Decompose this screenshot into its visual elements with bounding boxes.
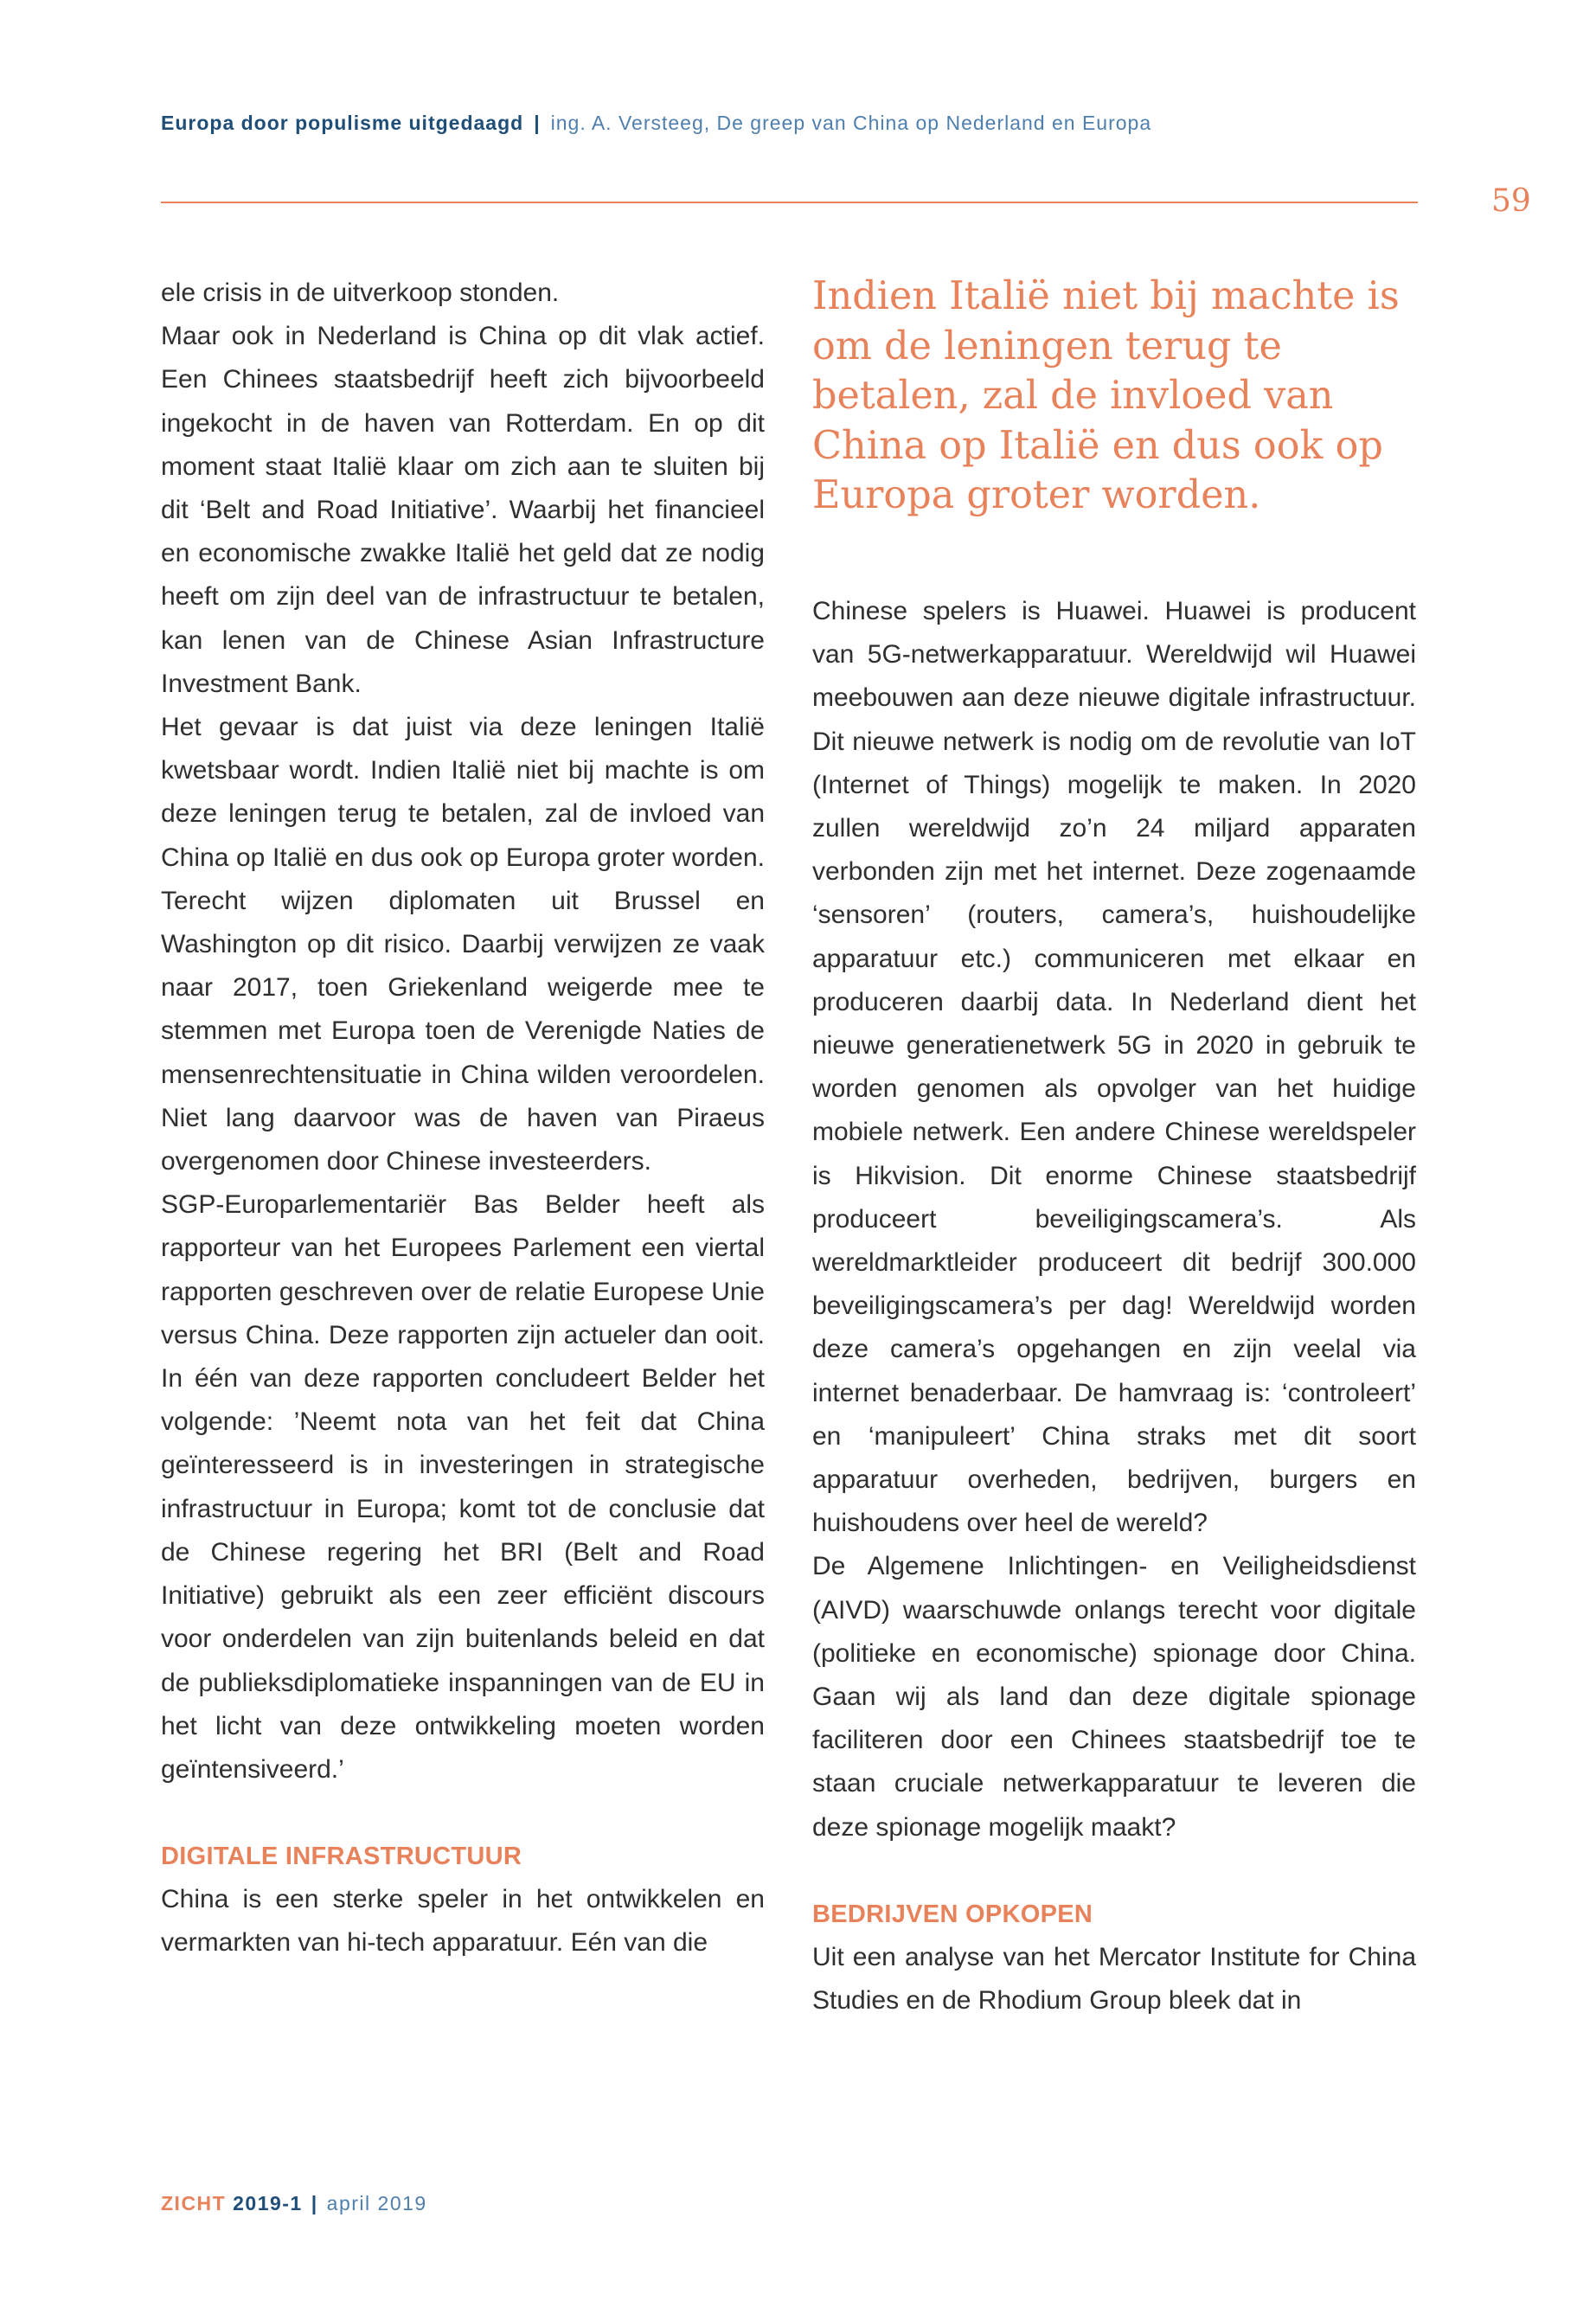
running-head bbox=[161, 112, 1151, 135]
body-paragraph: ele crisis in de uitverkoop stonden. bbox=[161, 279, 560, 307]
body-paragraph: Maar ook in Nederland is China op dit vlak actief. Een Chinees staatsbedrijf heeft zich bijvoorbeeld ingekocht in de haven van Rotterdam. En op dit moment staat Italië klaar om zich aan te sluiten bij dit ‘Belt and Road Initiative’. Waarbij het financieel en economische zwakke Italië het geld dat ze nodig heeft om zijn deel van de infrastructuur te betalen, kan lenen van de Chinese Asian Infrastructure Investment Bank. bbox=[161, 322, 765, 698]
page-number: 59 bbox=[1491, 183, 1531, 219]
header-separator: | bbox=[534, 112, 541, 134]
section-heading-bedrijven-opkopen: BEDRIJVEN OPKOPEN bbox=[812, 1900, 1093, 1928]
magazine-name: ZICHT bbox=[161, 2192, 227, 2214]
left-column bbox=[161, 272, 765, 1965]
footer bbox=[161, 2192, 427, 2215]
body-paragraph: China is een sterke speler in het ontwikkelen en vermarkten van hi-tech apparatuur. Eén van die bbox=[161, 1885, 765, 1958]
body-paragraph: Uit een analyse van het Mercator Institute for China Studies en de Rhodium Group bleek dat in bbox=[812, 1942, 1416, 2016]
issue-number: 2019-1 bbox=[233, 2192, 303, 2214]
body-paragraph: Chinese spelers is Huawei. Huawei is producent van 5G-netwerkapparatuur. Wereldwijd wil Huawei meebouwen aan deze nieuwe digitale infrastructuur. Dit nieuwe netwerk is nodig om de revolutie van IoT (Internet of Things) mogelijk te maken. In 2020 zullen wereldwijd zo’n 24 miljard apparaten verbonden zijn met het internet. Deze zogenaamde ‘sensoren’ (routers, camera’s, huishoudelijke apparatuur etc.) communiceren met elkaar en produceren daarbij data. In Nederland dient het nieuwe generatienetwerk 5G in 2020 in gebruik te worden genomen als opvolger van het huidige mobiele netwerk. Een andere Chinese wereldspeler is Hikvision. Dit enorme Chinese staatsbedrijf produceert beveiligingscamera’s. Als wereldmarktleider produceert dit bedrijf 300.000 beveiligingscamera’s per dag! Wereldwijd worden deze camera’s opgehangen en zijn veelal via internet benaderbaar. De hamvraag is: ‘controleert’ en ‘manipuleert’ China straks met dit soort apparatuur overheden, bedrijven, burgers en huishoudens over heel de wereld? bbox=[812, 597, 1416, 1538]
footer-separator: | bbox=[311, 2192, 318, 2214]
issue-date: april 2019 bbox=[326, 2192, 427, 2214]
header-rule bbox=[161, 202, 1418, 203]
body-paragraph: Het gevaar is dat juist via deze leningen Italië kwetsbaar wordt. Indien Italië niet bij machte is om deze leningen terug te betalen, zal de invloed van China op Italië en dus ook op Europa groter worden. Terecht wijzen diplomaten uit Brussel en Washington op dit risico. Daarbij verwijzen ze vaak naar 2017, toen Griekenland weigerde mee te stemmen met Europa toen de Verenigde Naties de mensenrechtensituatie in China wilden veroordelen. Niet lang daarvoor was de haven van Piraeus overgenomen door Chinese investeerders. bbox=[161, 713, 765, 1176]
section-heading-digitale-infrastructuur: DIGITALE INFRASTRUCTUUR bbox=[161, 1843, 522, 1871]
body-paragraph: SGP-Europarlementariër Bas Belder heeft als rapporteur van het Europees Parlement een viertal rapporten geschreven over de relatie Europese Unie versus China. Deze rapporten zijn actueler dan ooit. In één van deze rapporten concludeert Belder het volgende: ’Neemt nota van het feit dat China geïnteresseerd is in investeringen in strategische infrastructuur in Europa; komt tot de conclusie dat de Chinese regering het BRI (Belt and Road Initiative) gebruikt als een zeer efficiënt discours voor onderdelen van zijn buitenlands beleid en dat de publieksdiplomatieke inspanningen van de EU in het licht van deze ontwikkeling moeten worden geïntensiveerd.’ bbox=[161, 1190, 765, 1784]
body-paragraph: De Algemene Inlichtingen- en Veiligheidsdienst (AIVD) waarschuwde onlangs terecht voor digitale (politieke en economische) spionage door China. Gaan wij als land dan deze digitale spionage faciliteren door een Chinees staatsbedrijf toe te staan cruciale netwerkapparatuur te leveren die deze spionage mogelijk maakt? bbox=[812, 1552, 1416, 1842]
pull-quote: Indien Italië niet bij machte is om de leningen terug te betalen, zal de invloed van China op Italië en dus ook op Europa groter worden. bbox=[812, 274, 1400, 517]
section-title: Europa door populisme uitgedaagd bbox=[161, 112, 524, 134]
article-title: ing. A. Versteeg, De greep van China op Nederland en Europa bbox=[550, 112, 1152, 134]
right-column bbox=[812, 272, 1416, 2022]
